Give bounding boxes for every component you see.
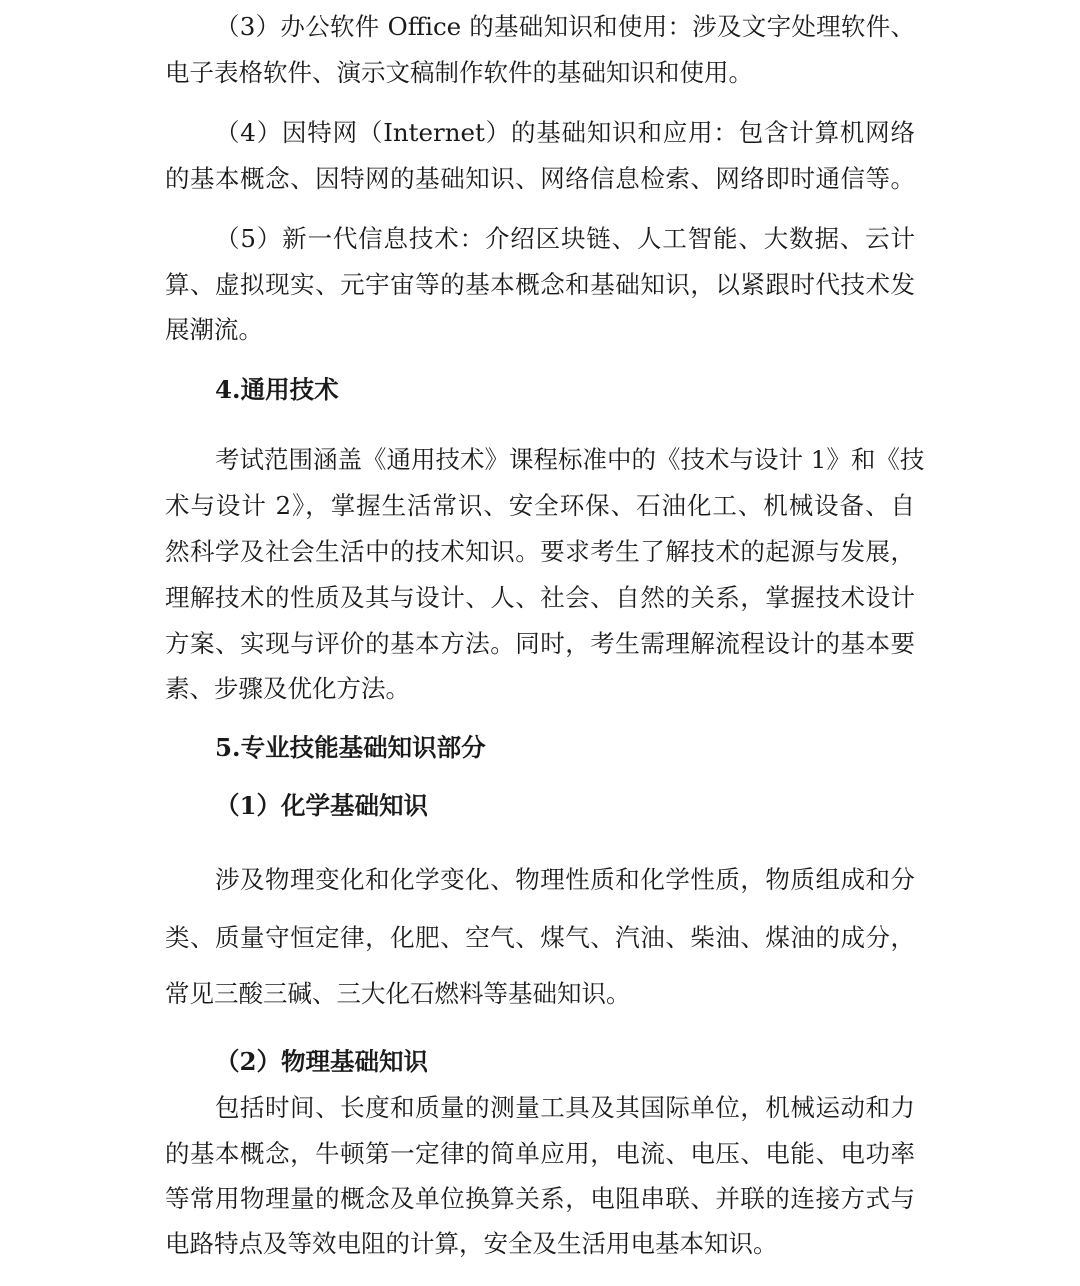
section4-line-1: 考试范围涵盖《通用技术》课程标准中的《技术与设计 1》和《技 (215, 445, 925, 474)
physics-line-2: 的基本概念，牛顿第一定律的简单应用，电流、电压、电能、电功率 (165, 1139, 915, 1168)
section4-line-3: 然科学及社会生活中的技术知识。要求考生了解技术的起源与发展， (165, 537, 915, 566)
chemistry-line-2: 类、质量守恒定律，化肥、空气、煤气、汽油、柴油、煤油的成分， (165, 923, 915, 952)
chemistry-heading: （1）化学基础知识 (215, 791, 429, 820)
physics-line-3: 等常用物理量的概念及单位换算关系，电阻串联、并联的连接方式与 (165, 1184, 915, 1213)
section4-heading: 4.通用技术 (215, 375, 339, 404)
item3-line-1: （3）办公软件 Office 的基础知识和使用：涉及文字处理软件、 (215, 12, 915, 41)
item5-line-2: 算、虚拟现实、元宇宙等的基本概念和基础知识，以紧跟时代技术发 (165, 270, 915, 299)
item5-line-1: （5）新一代信息技术：介绍区块链、人工智能、大数据、云计 (215, 224, 915, 253)
physics-heading: （2）物理基础知识 (215, 1047, 429, 1076)
item3-line-2: 电子表格软件、演示文稿制作软件的基础知识和使用。 (165, 58, 753, 87)
section4-line-4: 理解技术的性质及其与设计、人、社会、自然的关系，掌握技术设计 (165, 583, 915, 612)
physics-line-4: 电路特点及等效电阻的计算，安全及生活用电基本知识。 (165, 1229, 778, 1258)
section4-line-5: 方案、实现与评价的基本方法。同时，考生需理解流程设计的基本要 (165, 629, 915, 658)
section4-line-2: 术与设计 2》，掌握生活常识、安全环保、石油化工、机械设备、自 (165, 491, 915, 520)
item5-line-3: 展潮流。 (165, 315, 263, 344)
item4-line-2: 的基本概念、因特网的基础知识、网络信息检索、网络即时通信等。 (165, 164, 915, 193)
section5-heading: 5.专业技能基础知识部分 (215, 733, 486, 762)
section4-line-6: 素、步骤及优化方法。 (165, 674, 410, 703)
physics-line-1: 包括时间、长度和质量的测量工具及其国际单位，机械运动和力 (215, 1093, 915, 1122)
chemistry-line-3: 常见三酸三碱、三大化石燃料等基础知识。 (165, 979, 631, 1008)
chemistry-line-1: 涉及物理变化和化学变化、物理性质和化学性质，物质组成和分 (215, 865, 915, 894)
item4-line-1: （4）因特网（Internet）的基础知识和应用：包含计算机网络 (215, 118, 915, 147)
